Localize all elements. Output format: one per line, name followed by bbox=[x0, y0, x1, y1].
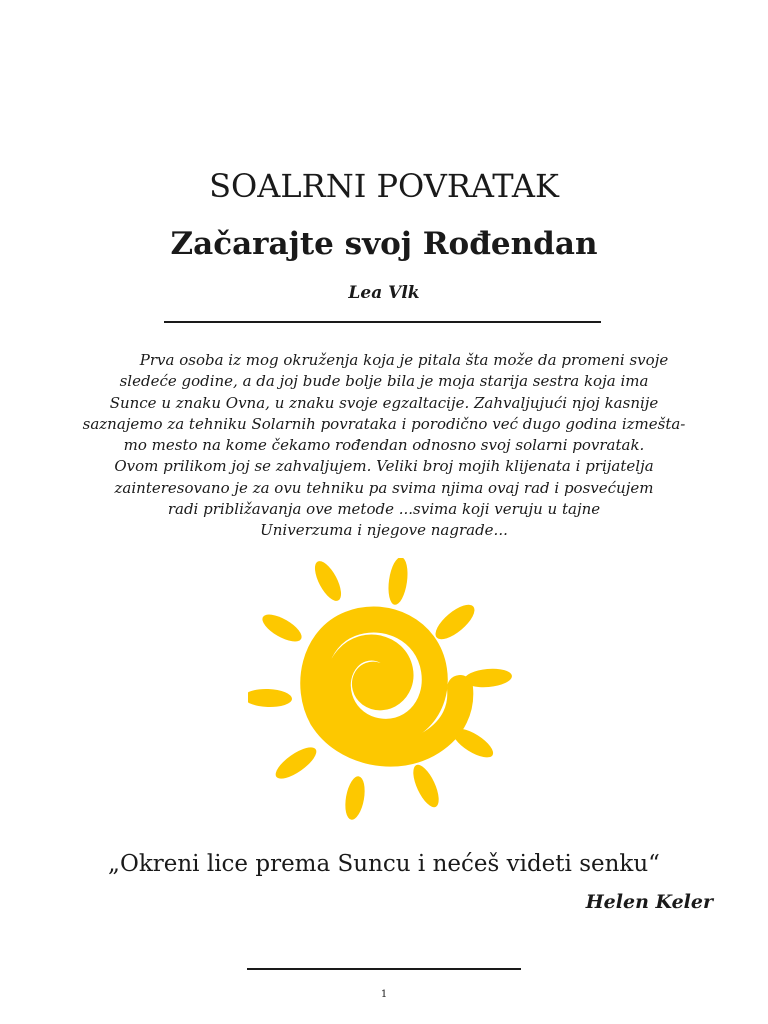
intro-line: radi približavanja ove metode ...svima koji veruju u tajne bbox=[167, 500, 601, 519]
intro-line: Sunce u znaku Ovna, u znaku svoje egzaltacije. Zahvaljujući njoj kasnije bbox=[109, 393, 659, 412]
author-name: Lea Vlk bbox=[348, 283, 420, 303]
document-subtitle: Začarajte svoj Rođendan bbox=[170, 226, 598, 262]
bottom-divider bbox=[247, 968, 521, 970]
intro-line: Univerzuma i njegove nagrade... bbox=[260, 521, 508, 540]
intro-line: zainteresovano je za ovu tehniku pa svima njima ovaj rad i posvećujem bbox=[114, 478, 654, 497]
top-divider bbox=[164, 321, 601, 323]
intro-line: Ovom prilikom joj se zahvaljujem. Veliki broj mojih klijenata i prijatelja bbox=[114, 457, 654, 476]
intro-line: sledeće godine, a da joj bude bolje bila je moja starija sestra koja ima bbox=[119, 372, 649, 391]
intro-line: mo mesto na kome čekamo rođendan odnosno svoj solarni povratak. bbox=[123, 436, 645, 455]
document-title: SOALRNI POVRATAK bbox=[209, 167, 559, 205]
intro-line: saznajemo za tehniku Solarnih povrataka i porodično već dugo godina izmešta- bbox=[82, 414, 686, 433]
quote-text: „Okreni lice prema Suncu i nećeš videti senku“ bbox=[108, 851, 660, 877]
page-number: 1 bbox=[380, 989, 388, 1000]
intro-paragraph bbox=[40, 350, 728, 542]
intro-line: Prva osoba iz mog okruženja koja je pitala šta može da promeni svoje bbox=[139, 351, 669, 369]
sun-spiral-icon bbox=[248, 558, 518, 826]
quote-author: Helen Keler bbox=[585, 891, 713, 913]
